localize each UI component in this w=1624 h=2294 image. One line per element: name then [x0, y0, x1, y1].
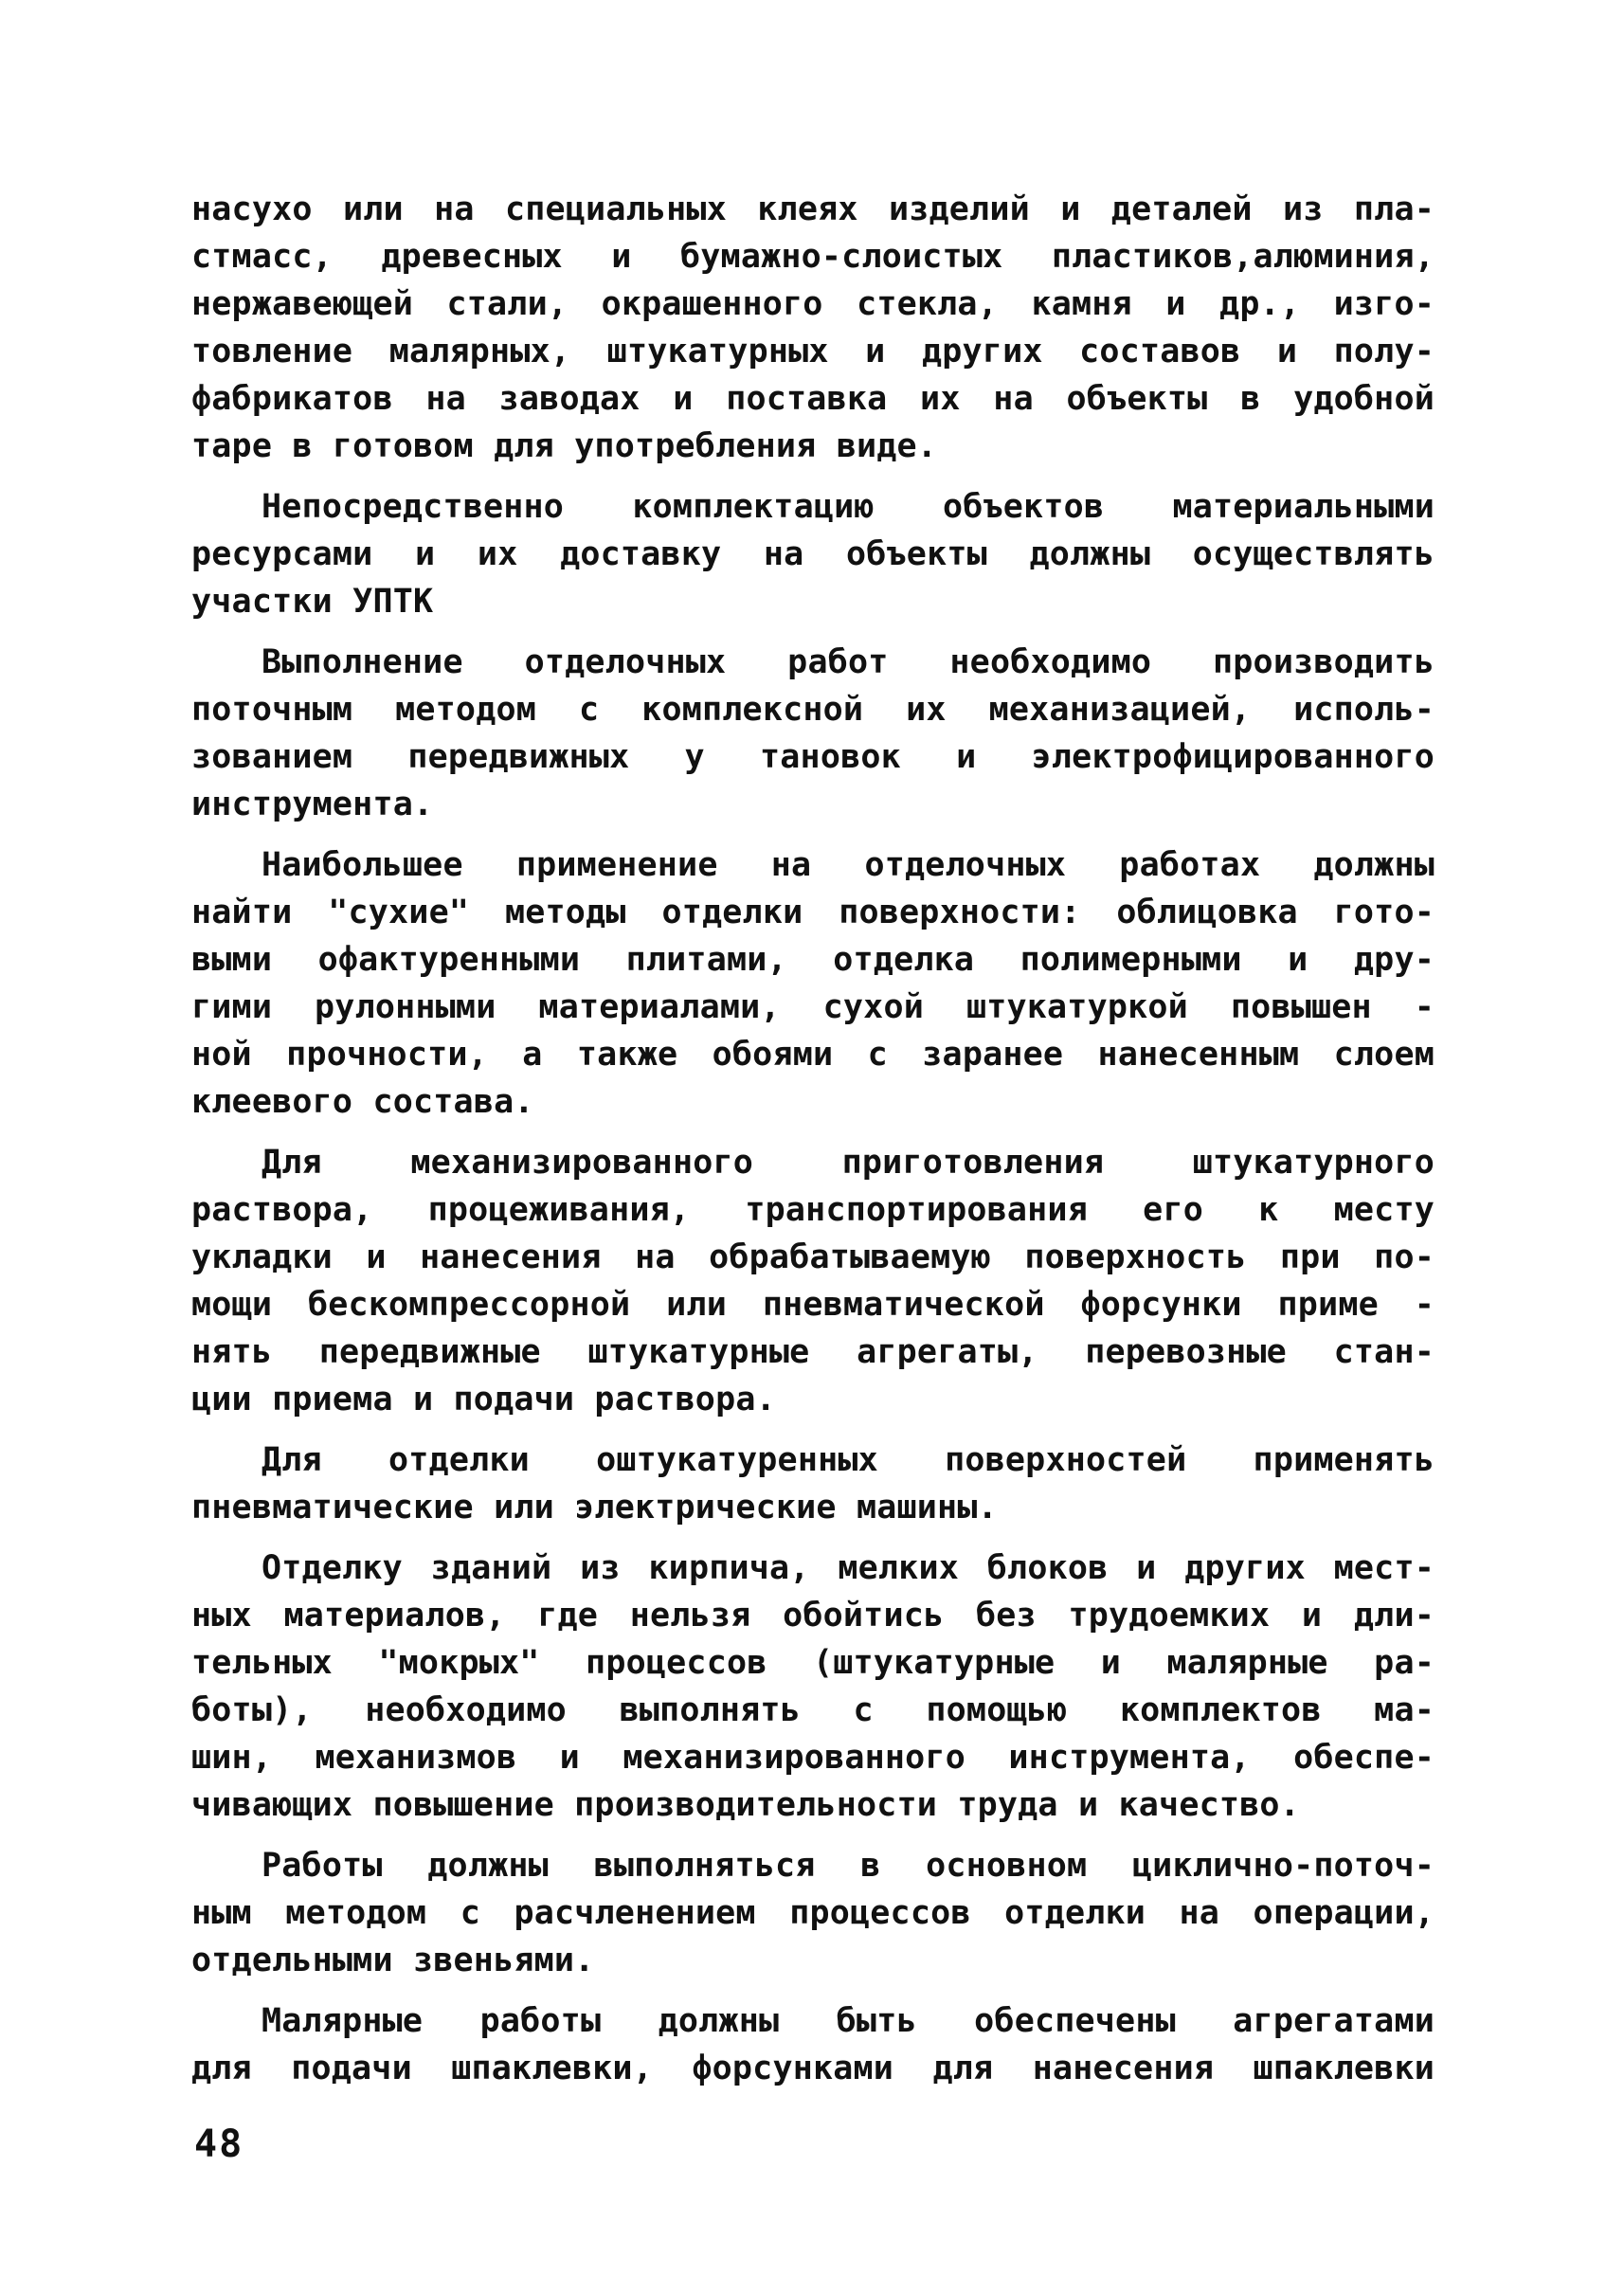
- text-line: найти "сухие" методы отделки поверхности: облицовка гото-: [191, 894, 1435, 931]
- text-line: зованием передвижных у тановок и электрофицированного: [191, 738, 1435, 776]
- text-line: фабрикатов на заводах и поставка их на объекты в удобной: [191, 380, 1435, 418]
- paragraph: [191, 841, 1435, 1126]
- text-line: Отделку зданий из кирпича, мелких блоков и других мест-: [262, 1549, 1435, 1587]
- text-line: участки УПТК: [191, 583, 434, 621]
- text-line: чивающих повышение производительности труда и качество.: [191, 1786, 1300, 1824]
- text-line: ной прочности, а также обоями с заранее нанесенным слоем: [191, 1036, 1435, 1074]
- text-line: отдельными звеньями.: [191, 1942, 595, 1979]
- text-line: мощи бескомпрессорной или пневматической форсунки приме -: [191, 1286, 1435, 1324]
- text-line: выми офактуренными плитами, отделка полимерными и дру-: [191, 941, 1435, 979]
- paragraph: [191, 186, 1435, 470]
- paragraph: [191, 1842, 1435, 1984]
- text-line: гими рулонными материалами, сухой штукатуркой повышен -: [191, 988, 1435, 1026]
- text-line: товление малярных, штукатурных и других составов и полу-: [191, 333, 1435, 370]
- paragraph: [191, 1997, 1435, 2092]
- body-text: [191, 186, 1435, 2105]
- text-line: ции приема и подачи раствора.: [191, 1381, 776, 1418]
- text-line: поточным методом с комплексной их механизацией, исполь-: [191, 691, 1435, 729]
- text-line: ресурсами и их доставку на объекты должны осуществлять: [191, 535, 1435, 573]
- text-line: боты), необходимо выполнять с помощью комплектов ма-: [191, 1691, 1435, 1729]
- paragraph: [191, 1139, 1435, 1423]
- text-line: ных материалов, где нельзя обойтись без трудоемких и дли-: [191, 1597, 1435, 1635]
- text-line: Малярные работы должны быть обеспечены агрегатами: [262, 2002, 1435, 2040]
- text-line: для подачи шпаклевки, форсунками для нанесения шпаклевки: [191, 2050, 1435, 2087]
- text-line: Непосредственно комплектацию объектов материальными: [262, 488, 1435, 526]
- text-line: инструмента.: [191, 786, 434, 823]
- text-line: таре в готовом для употребления виде.: [191, 427, 938, 465]
- paragraph: [191, 639, 1435, 828]
- text-line: укладки и нанесения на обрабатываемую поверхность при по-: [191, 1238, 1435, 1276]
- text-line: насухо или на специальных клеях изделий и деталей из пла-: [191, 190, 1435, 228]
- text-line: Для отделки оштукатуренных поверхностей применять: [262, 1441, 1435, 1479]
- text-line: пневматические или электрические машины.: [191, 1489, 998, 1526]
- text-line: нержавеющей стали, окрашенного стекла, камня и др., изго-: [191, 285, 1435, 323]
- paragraph: [191, 1544, 1435, 1829]
- text-line: Работы должны выполняться в основном циклично-поточ-: [262, 1847, 1435, 1885]
- paragraph: [191, 483, 1435, 625]
- text-line: шин, механизмов и механизированного инструмента, обеспе-: [191, 1739, 1435, 1777]
- text-line: раствора, процеживания, транспортирования его к месту: [191, 1191, 1435, 1229]
- text-line: тельных "мокрых" процессов (штукатурные и малярные ра-: [191, 1644, 1435, 1682]
- page-number: 48: [194, 2122, 244, 2166]
- text-line: ным методом с расчленением процессов отделки на операции,: [191, 1894, 1435, 1932]
- text-line: нять передвижные штукатурные агрегаты, перевозные стан-: [191, 1333, 1435, 1371]
- text-line: клеевого состава.: [191, 1083, 534, 1121]
- text-line: Наибольшее применение на отделочных работах должны: [262, 846, 1435, 884]
- text-line: Для механизированного приготовления штукатурного: [262, 1144, 1435, 1182]
- paragraph: [191, 1436, 1435, 1531]
- text-line: Выполнение отделочных работ необходимо производить: [262, 643, 1435, 681]
- text-line: стмасс, древесных и бумажно-слоистых пластиков,алюминия,: [191, 238, 1435, 276]
